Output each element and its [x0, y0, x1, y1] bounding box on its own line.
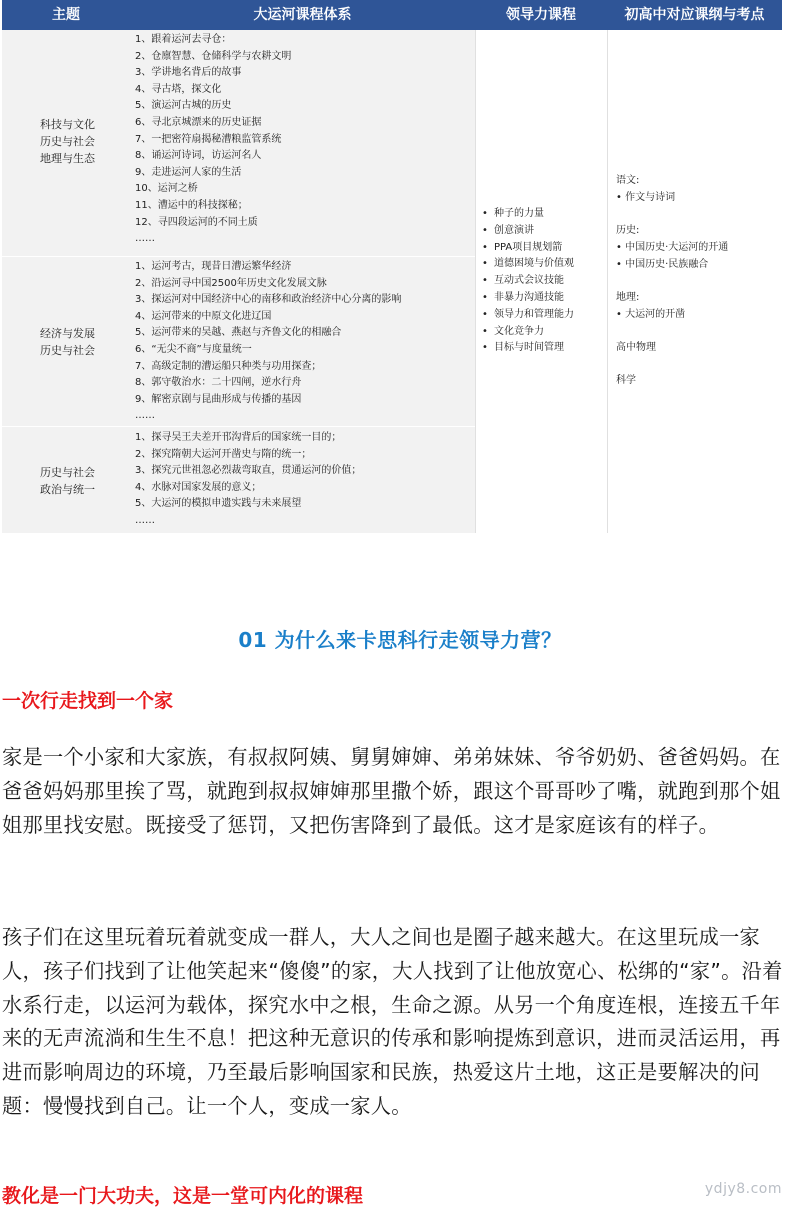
course-item: 4、运河带来的中原文化进辽国: [135, 310, 272, 322]
topic-line: 科技与文化: [40, 118, 95, 131]
course-item: 7、一把密符扇揭秘漕粮监管系统: [135, 133, 282, 145]
course-item: 4、寻古塔，探文化: [135, 83, 222, 95]
header-canal-course: 大运河课程体系: [253, 7, 352, 23]
course-item: 6、“无尖不商”与度量统一: [135, 343, 252, 355]
row-topic: [40, 464, 130, 498]
syllabus-geo-item: • 大运河的开凿: [616, 309, 686, 320]
course-item: 2、仓廪智慧、仓储科学与农耕文明: [135, 50, 292, 62]
row-topic: [40, 325, 130, 359]
topic-line: 历史与社会: [40, 344, 95, 357]
course-item: 3、探运河对中国经济中心的南移和政治经济中心分离的影响: [135, 294, 402, 306]
leadership-item: • 种子的力量: [482, 206, 574, 223]
course-item: 9、走进运河人家的生活: [135, 166, 242, 178]
course-item: 8、诵运河诗词，访运河名人: [135, 150, 262, 162]
course-item: 5、演运河古城的历史: [135, 100, 232, 112]
course-item: 10、运河之桥: [135, 183, 198, 195]
topic-line: 政治与统一: [40, 483, 95, 496]
leadership-item: • 领导力和管理能力: [482, 307, 574, 324]
course-item: 12、寻四段运河的不同土质: [135, 216, 258, 228]
section-title: 01 为什么来卡思科行走领导力营？: [238, 628, 562, 652]
topic-line: 历史与社会: [40, 135, 95, 148]
syllabus-column: [607, 30, 782, 533]
syllabus-history-item: • 中国历史·民族融合: [616, 259, 709, 270]
course-item: ……: [135, 410, 155, 422]
course-item: 1、跟着运河去寻仓：: [135, 34, 232, 45]
topic-line: 历史与社会: [40, 466, 95, 479]
topic-line: 经济与发展: [40, 327, 95, 340]
syllabus-history-item: • 中国历史·大运河的开通: [616, 242, 729, 253]
leadership-item: • 创意演讲: [482, 223, 574, 240]
course-item: 6、寻北京城漂来的历史证据: [135, 116, 262, 128]
course-item: ……: [135, 233, 155, 245]
syllabus-history-label: 历史:: [616, 225, 640, 236]
watermark: ydjy8.com: [704, 1181, 782, 1197]
leadership-item: • 文化竞争力: [482, 324, 574, 341]
course-item: 11、漕运中的科技探秘；: [135, 199, 248, 211]
leadership-column: [475, 30, 607, 533]
syllabus-geo-label: 地理:: [616, 292, 640, 303]
course-item: 2、探究隋朝大运河开凿史与隋的统一；: [135, 448, 312, 460]
header-topic: 主题: [52, 7, 80, 23]
header-syllabus: 初高中对应课纲与考点: [624, 7, 765, 23]
syllabus-science: 科学: [616, 375, 636, 386]
course-item: 1、探寻吴王夫差开邗沟背后的国家统一目的；: [135, 432, 342, 443]
leadership-list: [482, 206, 574, 357]
subheading: 一次行走找到一个家: [2, 690, 174, 712]
curriculum-table: [2, 0, 782, 533]
subheading: 教化是一门大功夫，这是一堂可内化的课程: [2, 1185, 364, 1207]
course-item: 7、高级定制的漕运船只种类与功用探查；: [135, 360, 322, 372]
leadership-item: • 目标与时间管理: [482, 340, 574, 357]
course-item: 5、运河带来的吴越、燕赵与齐鲁文化的相融合: [135, 327, 342, 339]
table-row: [2, 257, 475, 426]
row-topic: [40, 116, 130, 167]
table-row: [2, 427, 475, 533]
paragraph: 孩子们在这里玩着玩着就变成一群人，大人之间也是圈子越来越大。在这里玩成一家人，孩子们找到了让他笑起来“傻傻”的家，大人找到了让他放宽心、松绑的“家”。沿着水系行走，以运河为载体，探究水中之根，生命之源。从另一个角度连根，连接五千年来的无声流淌和生生不息！把这种无意识的传承和影响提炼到意识，进而灵活运用，再进而影响周边的环境，乃至最后影响国家和民族，热爱这片土地，这正是要解决的问题：慢慢找到自己。让一个人，变成一家人。: [2, 925, 783, 1118]
course-list: [135, 259, 475, 425]
course-item: 1、运河考古，现昔日漕运繁华经济: [135, 261, 292, 272]
header-leadership: 领导力课程: [506, 7, 576, 23]
leadership-item: • PPA项目规划箭: [482, 240, 574, 257]
leadership-item: • 非暴力沟通技能: [482, 290, 574, 307]
course-item: 9、解密京剧与昆曲形成与传播的基因: [135, 393, 302, 405]
course-item: 8、郭守敬治水：二十四闸，逆水行舟: [135, 377, 302, 389]
course-item: 2、沿运河寻中国2500年历史文化发展文脉: [135, 277, 327, 289]
course-item: ……: [135, 514, 155, 526]
syllabus-chinese-item: • 作文与诗词: [616, 192, 676, 203]
table-header: [2, 0, 782, 30]
course-item: 4、水脉对国家发展的意义；: [135, 481, 262, 493]
leadership-item: • 道德困境与价值观: [482, 256, 574, 273]
paragraph: 家是一个小家和大家族，有叔叔阿姨、舅舅婶婶、弟弟妹妹、爷爷奶奶、爸爸妈妈。在爸爸妈妈那里挨了骂，就跑到叔叔婶婶那里撒个娇，跟这个哥哥吵了嘴，就跑到那个姐姐那里找安慰。既接受了惩罚，又把伤害降到了最低。这才是家庭该有的样子。: [2, 745, 781, 837]
syllabus-physics: 高中物理: [616, 342, 656, 353]
topic-line: 地理与生态: [40, 152, 95, 165]
course-list: [135, 430, 475, 530]
table-row: [2, 30, 475, 256]
course-item: 3、探究元世祖忽必烈裁弯取直，贯通运河的价值；: [135, 465, 362, 477]
course-list: [135, 32, 475, 248]
course-item: 3、学讲地名背后的故事: [135, 67, 242, 79]
syllabus-chinese-label: 语文:: [616, 175, 640, 186]
leadership-item: • 互动式会议技能: [482, 273, 574, 290]
course-item: 5、大运河的模拟申遗实践与未来展望: [135, 498, 302, 510]
